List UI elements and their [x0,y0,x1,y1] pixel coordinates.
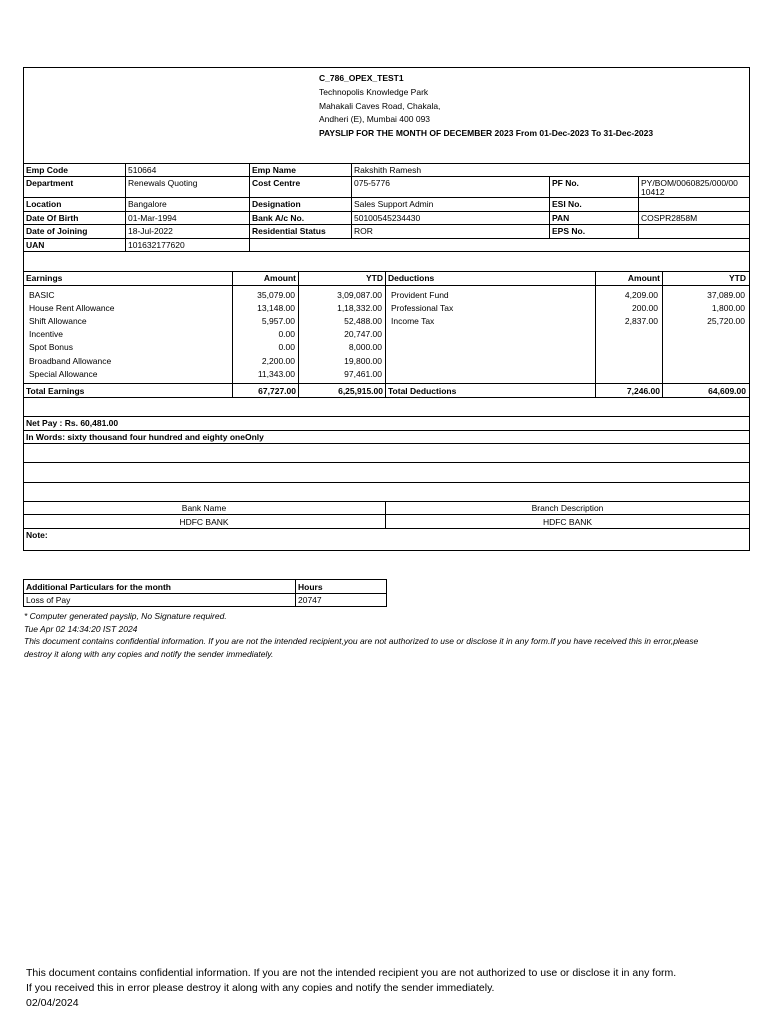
total-earnings-ytd: 6,25,915.00 [338,386,383,396]
doj-value: 18-Jul-2022 [128,226,173,236]
footer-line2: If you received this in error please destroy it along with any copies and notify the sender immediately. [26,982,495,994]
pf-no-value-line1: PY/BOM/0060825/000/00 [641,178,738,188]
bank-name-value: HDFC BANK [179,517,229,527]
earning-amount: 0.00 [278,342,295,352]
residential-status-value: ROR [354,226,373,236]
earnings-amount-header: Amount [263,273,296,283]
company-address-line2: Mahakali Caves Road, Chakala, [319,101,441,111]
deductions-header: Deductions [388,273,435,283]
deductions-amount-header: Amount [627,273,660,283]
pf-no-value-line2: 10412 [641,187,665,197]
earning-name: Shift Allowance [29,316,87,326]
uan-label: UAN [26,240,45,250]
total-earnings-label: Total Earnings [26,386,85,396]
earning-amount: 5,957.00 [261,316,295,326]
emp-code-value: 510664 [128,165,157,175]
total-deductions-amount: 7,246.00 [626,386,660,396]
earning-ytd: 1,18,332.00 [337,303,382,313]
esi-no-label: ESI No. [552,199,582,209]
cost-centre-label: Cost Centre [252,178,301,188]
deduction-amount: 4,209.00 [624,290,658,300]
earning-amount: 2,200.00 [261,356,295,366]
emp-name-label: Emp Name [252,165,296,175]
company-name: C_786_OPEX_TEST1 [319,73,404,83]
earning-ytd: 8,000.00 [348,342,382,352]
footer-line1: This document contains confidential information. If you are not the intended recipient you are not authorized to use or disclose it in any form. [26,967,677,979]
deductions-ytd-header: YTD [729,273,746,283]
designation-value: Sales Support Admin [354,199,434,209]
deduction-name: Income Tax [391,316,435,326]
earning-name: Incentive [29,329,64,339]
bank-ac-label: Bank A/c No. [252,213,305,223]
location-value: Bangalore [128,199,167,209]
earnings-ytd-header: YTD [366,273,383,283]
computer-generated-note: * Computer generated payslip, No Signature required. [24,611,227,621]
dob-label: Date Of Birth [26,213,79,223]
payslip-title: PAYSLIP FOR THE MONTH OF DECEMBER 2023 From 01-Dec-2023 To 31-Dec-2023 [319,128,654,138]
earning-name: Special Allowance [29,369,98,379]
deduction-ytd: 37,089.00 [707,290,745,300]
net-pay: Net Pay : Rs. 60,481.00 [26,418,119,428]
doj-label: Date of Joining [26,226,88,236]
earning-amount: 13,148.00 [257,303,295,313]
earning-amount: 11,343.00 [257,369,295,379]
loss-of-pay-label: Loss of Pay [26,595,71,605]
emp-name-value: Rakshith Ramesh [354,165,422,175]
bank-ac-value: 50100545234430 [354,213,421,223]
deduction-amount: 2,837.00 [624,316,658,326]
emp-code-label: Emp Code [26,165,69,175]
deduction-ytd: 1,800.00 [711,303,745,313]
deduction-name: Provident Fund [391,290,449,300]
department-label: Department [26,178,74,188]
hours-header: Hours [298,582,323,592]
loss-of-pay-hours: 20747 [298,595,322,605]
earning-ytd: 19,800.00 [344,356,382,366]
earning-name: Spot Bonus [29,342,73,352]
earning-name: Broadband Allowance [29,356,112,366]
footer-date: 02/04/2024 [26,997,79,1009]
confidential-note-line1: This document contains confidential information. If you are not the intended recipient,you are not authorized to use or disclose it in any form.If you have received this in error,please [24,636,699,646]
total-earnings-amount: 67,727.00 [258,386,296,396]
location-label: Location [26,199,62,209]
earnings-header: Earnings [26,273,63,283]
earning-amount: 0.00 [278,329,295,339]
eps-no-label: EPS No. [552,226,586,236]
additional-particulars-header: Additional Particulars for the month [26,582,171,592]
earning-ytd: 52,488.00 [344,316,382,326]
branch-label: Branch Description [531,503,604,513]
branch-value: HDFC BANK [542,517,593,527]
earning-amount: 35,079.00 [257,290,295,300]
net-pay-in-words: In Words: sixty thousand four hundred and eighty oneOnly [26,432,264,442]
earning-name: BASIC [29,290,55,300]
earning-ytd: 20,747.00 [344,329,382,339]
pan-label: PAN [552,213,570,223]
generated-timestamp: Tue Apr 02 14:34:20 IST 2024 [24,624,138,634]
pf-no-label: PF No. [552,178,579,188]
company-address-line1: Technopolis Knowledge Park [319,87,429,97]
confidential-note-line2: destroy it along with any copies and notify the sender immediately. [24,649,274,659]
deduction-amount: 200.00 [632,303,658,313]
total-deductions-label: Total Deductions [388,386,457,396]
department-value: Renewals Quoting [128,178,198,188]
earning-ytd: 3,09,087.00 [337,290,382,300]
uan-value: 101632177620 [128,240,185,250]
note-label: Note: [26,530,48,540]
earning-name: House Rent Allowance [29,303,115,313]
deduction-name: Professional Tax [391,303,454,313]
dob-value: 01-Mar-1994 [128,213,177,223]
earning-ytd: 97,461.00 [344,369,382,379]
designation-label: Designation [252,199,301,209]
pan-value: COSPR2858M [641,213,698,223]
cost-centre-value: 075-5776 [354,178,390,188]
company-address-line3: Andheri (E), Mumbai 400 093 [319,114,431,124]
bank-name-label: Bank Name [181,503,227,513]
residential-status-label: Residential Status [252,226,326,236]
deduction-ytd: 25,720.00 [707,316,745,326]
total-deductions-ytd: 64,609.00 [708,386,746,396]
